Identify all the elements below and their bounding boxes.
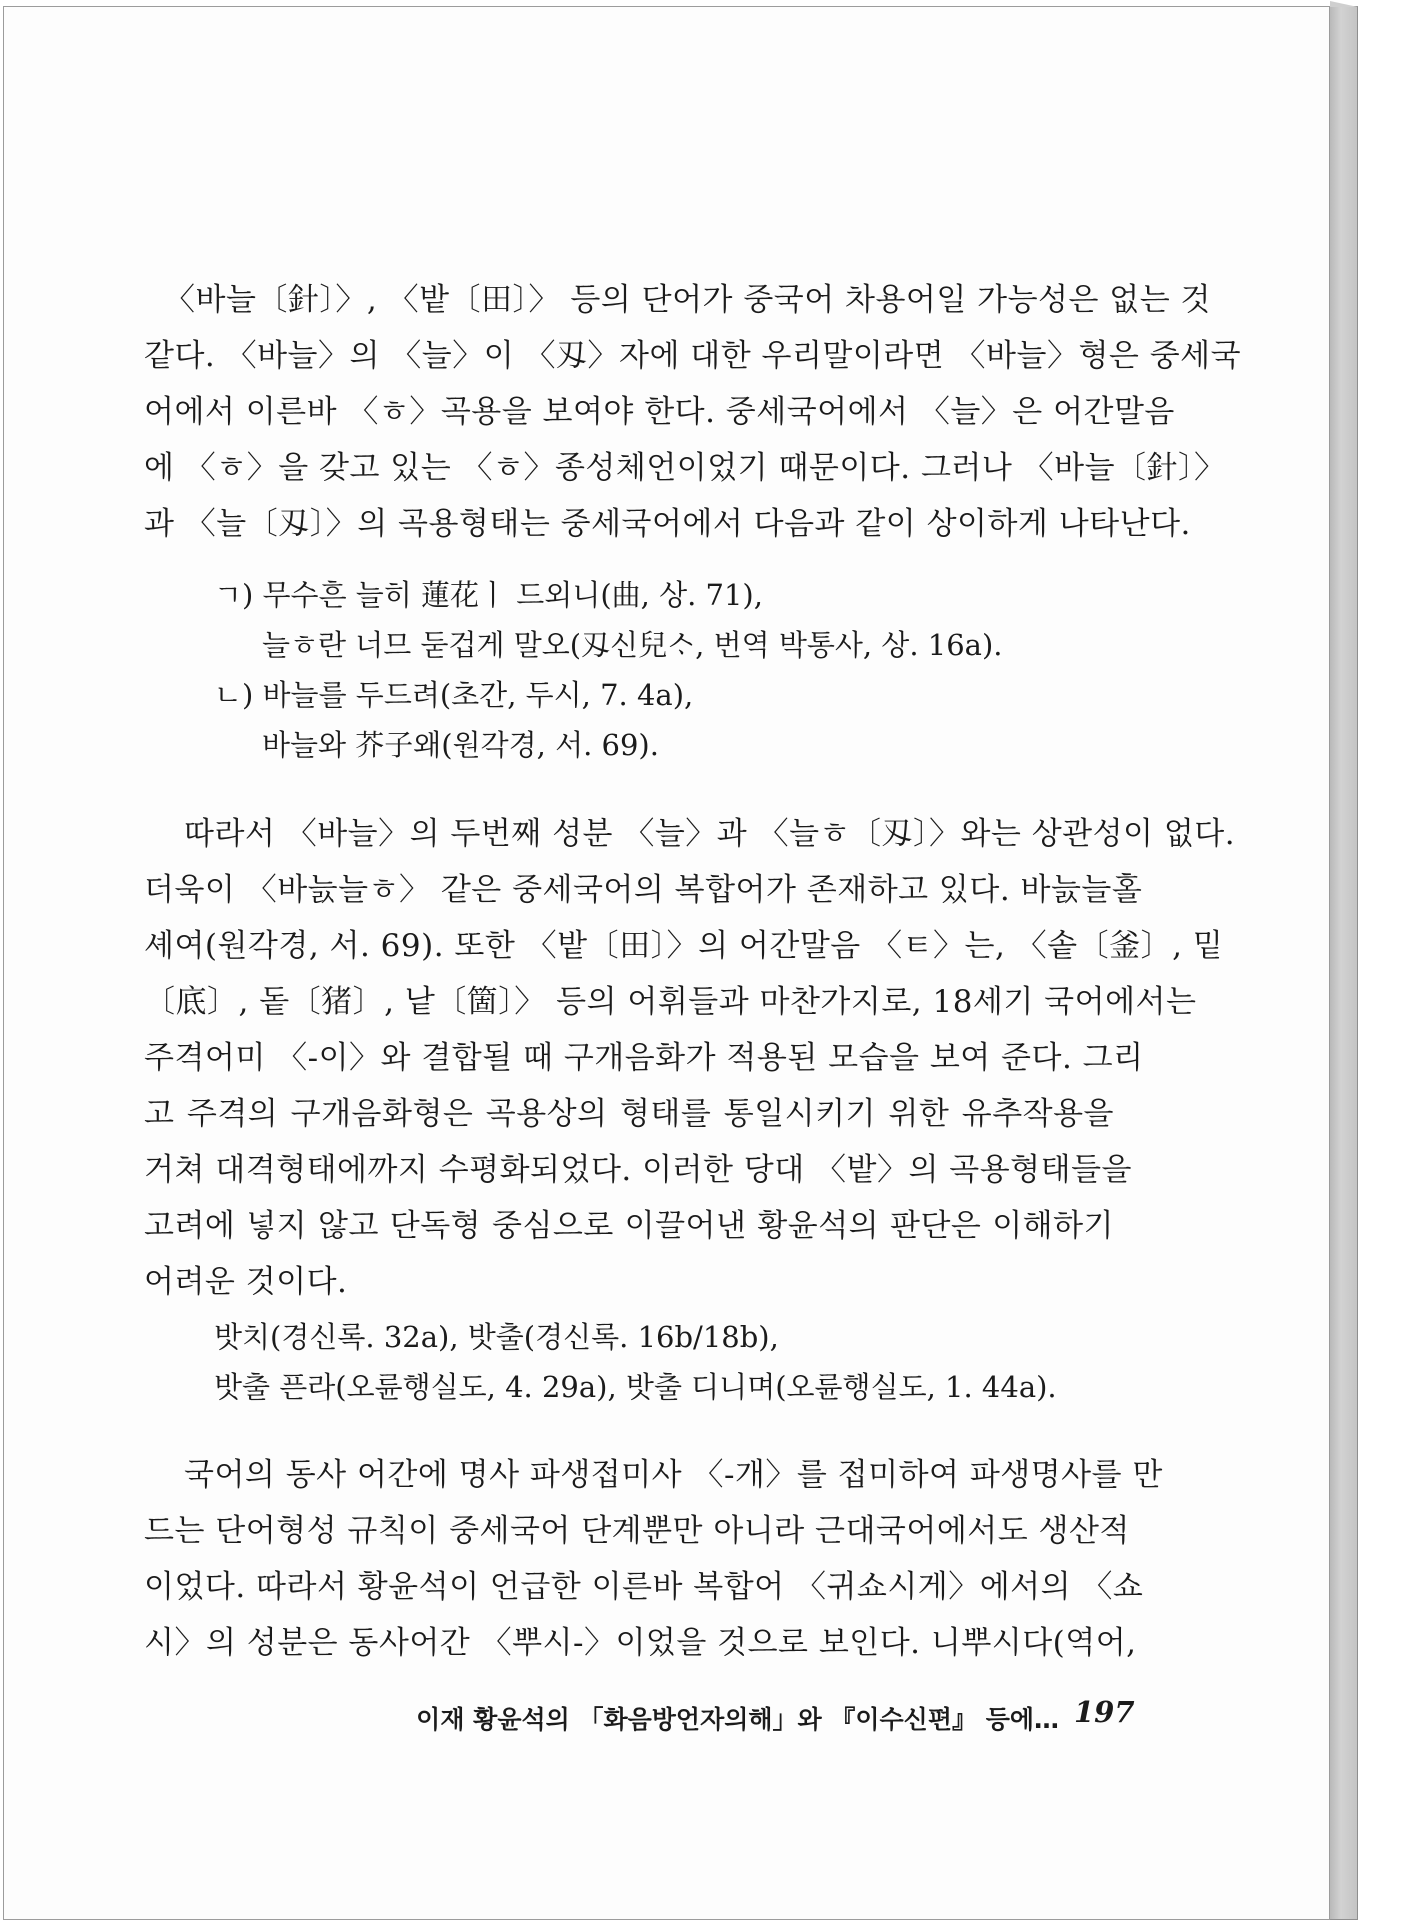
paragraph-line: 어에서 이른바 〈ㅎ〉곡용을 보여야 한다. 중세국어에서 〈늘〉은 어간말음: [144, 394, 1175, 430]
page-number: 197: [1074, 1695, 1135, 1729]
paragraph-line: 이었다. 따라서 황윤석이 언급한 이른바 복합어 〈귀쇼시게〉에서의 〈쇼: [144, 1569, 1144, 1605]
page-edge-stack: [1330, 6, 1358, 1920]
paragraph-line: 드는 단어형성 규칙이 중세국어 단계뿐만 아니라 근대국어에서도 생산적: [144, 1513, 1130, 1549]
paragraph-line: 〔底〕, 돝〔猪〕, 낱〔箇〕〉 등의 어휘들과 마찬가지로, 18세기 국어에서는: [144, 984, 1197, 1020]
paragraph-line: 같다. 〈바늘〉의 〈늘〉이 〈刄〉자에 대한 우리말이라면 〈바늘〉형은 중세국: [144, 338, 1242, 374]
paragraph-line: 따라서 〈바늘〉의 두번째 성분 〈늘〉과 〈늘ㅎ〔刄〕〉와는 상관성이 없다.: [184, 816, 1236, 852]
paragraph-line: 〈바늘〔針〕〉, 〈밭〔田〕〉 등의 단어가 중국어 차용어일 가능성은 없는 것: [164, 282, 1211, 318]
paragraph-line: 고려에 넣지 않고 단독형 중심으로 이끌어낸 황윤석의 판단은 이해하기: [144, 1208, 1114, 1244]
paragraph-line: 주격어미 〈-이〉와 결합될 때 구개음화가 적용된 모습을 보여 준다. 그리: [144, 1040, 1144, 1076]
paragraph-line: 셰여(원각경, 서. 69). 또한 〈밭〔田〕〉의 어간말음 〈ㅌ〉는, 〈솥〔釜〕, 밑: [144, 928, 1224, 964]
paragraph-1: [144, 272, 1242, 552]
paragraph-line: 과 〈늘〔刄〕〉의 곡용형태는 중세국어에서 다음과 같이 상이하게 나타난다.: [144, 506, 1191, 542]
paragraph-line: 에 〈ㅎ〉을 갖고 있는 〈ㅎ〉종성체언이었기 때문이다. 그러나 〈바늘〔針〕〉: [144, 450, 1226, 486]
example-line: 바늘와 芥子왜(원각경, 서. 69).: [262, 728, 659, 762]
example-line: 밧치(경신록. 32a), 밧출(경신록. 16b/18b),: [214, 1320, 779, 1354]
running-head: 이재 황윤석의 「화음방언자의해」와 『이수신편』 등에…: [416, 1705, 1059, 1734]
paragraph-line: 더욱이 〈바늜늘ㅎ〉 같은 중세국어의 복합어가 존재하고 있다. 바늜늘홀: [144, 872, 1143, 908]
paragraph-line: 시〉의 성분은 동사어간 〈뿌시-〉이었을 것으로 보인다. 니뿌시다(역어,: [144, 1625, 1137, 1661]
paragraph-line: 어려운 것이다.: [144, 1264, 348, 1300]
paragraph-line: 국어의 동사 어간에 명사 파생접미사 〈-개〉를 접미하여 파생명사를 만: [184, 1457, 1163, 1493]
paragraph-line: 고 주격의 구개음화형은 곡용상의 형태를 통일시키기 위한 유추작용을: [144, 1096, 1114, 1132]
paragraph-3: [144, 1447, 1163, 1671]
example-line: 밧출 픈라(오륜행실도, 4. 29a), 밧출 디니며(오륜행실도, 1. 44a).: [214, 1370, 1057, 1404]
example-line: ㄴ) 바늘를 두드려(초간, 두시, 7. 4a),: [214, 678, 694, 712]
book-page: [3, 6, 1330, 1920]
example-line: ㄱ) 무수흔 늘히 蓮花ㅣ 드외니(曲, 상. 71),: [214, 578, 763, 612]
paragraph-line: 거쳐 대격형태에까지 수평화되었다. 이러한 당대 〈밭〉의 곡용형태들을: [144, 1152, 1132, 1188]
paragraph-2: [144, 806, 1236, 1310]
example-line: 늘ㅎ란 너므 둗겁게 말오(刄신兒ᄉᆞ, 번역 박통사, 상. 16a).: [262, 628, 1003, 662]
